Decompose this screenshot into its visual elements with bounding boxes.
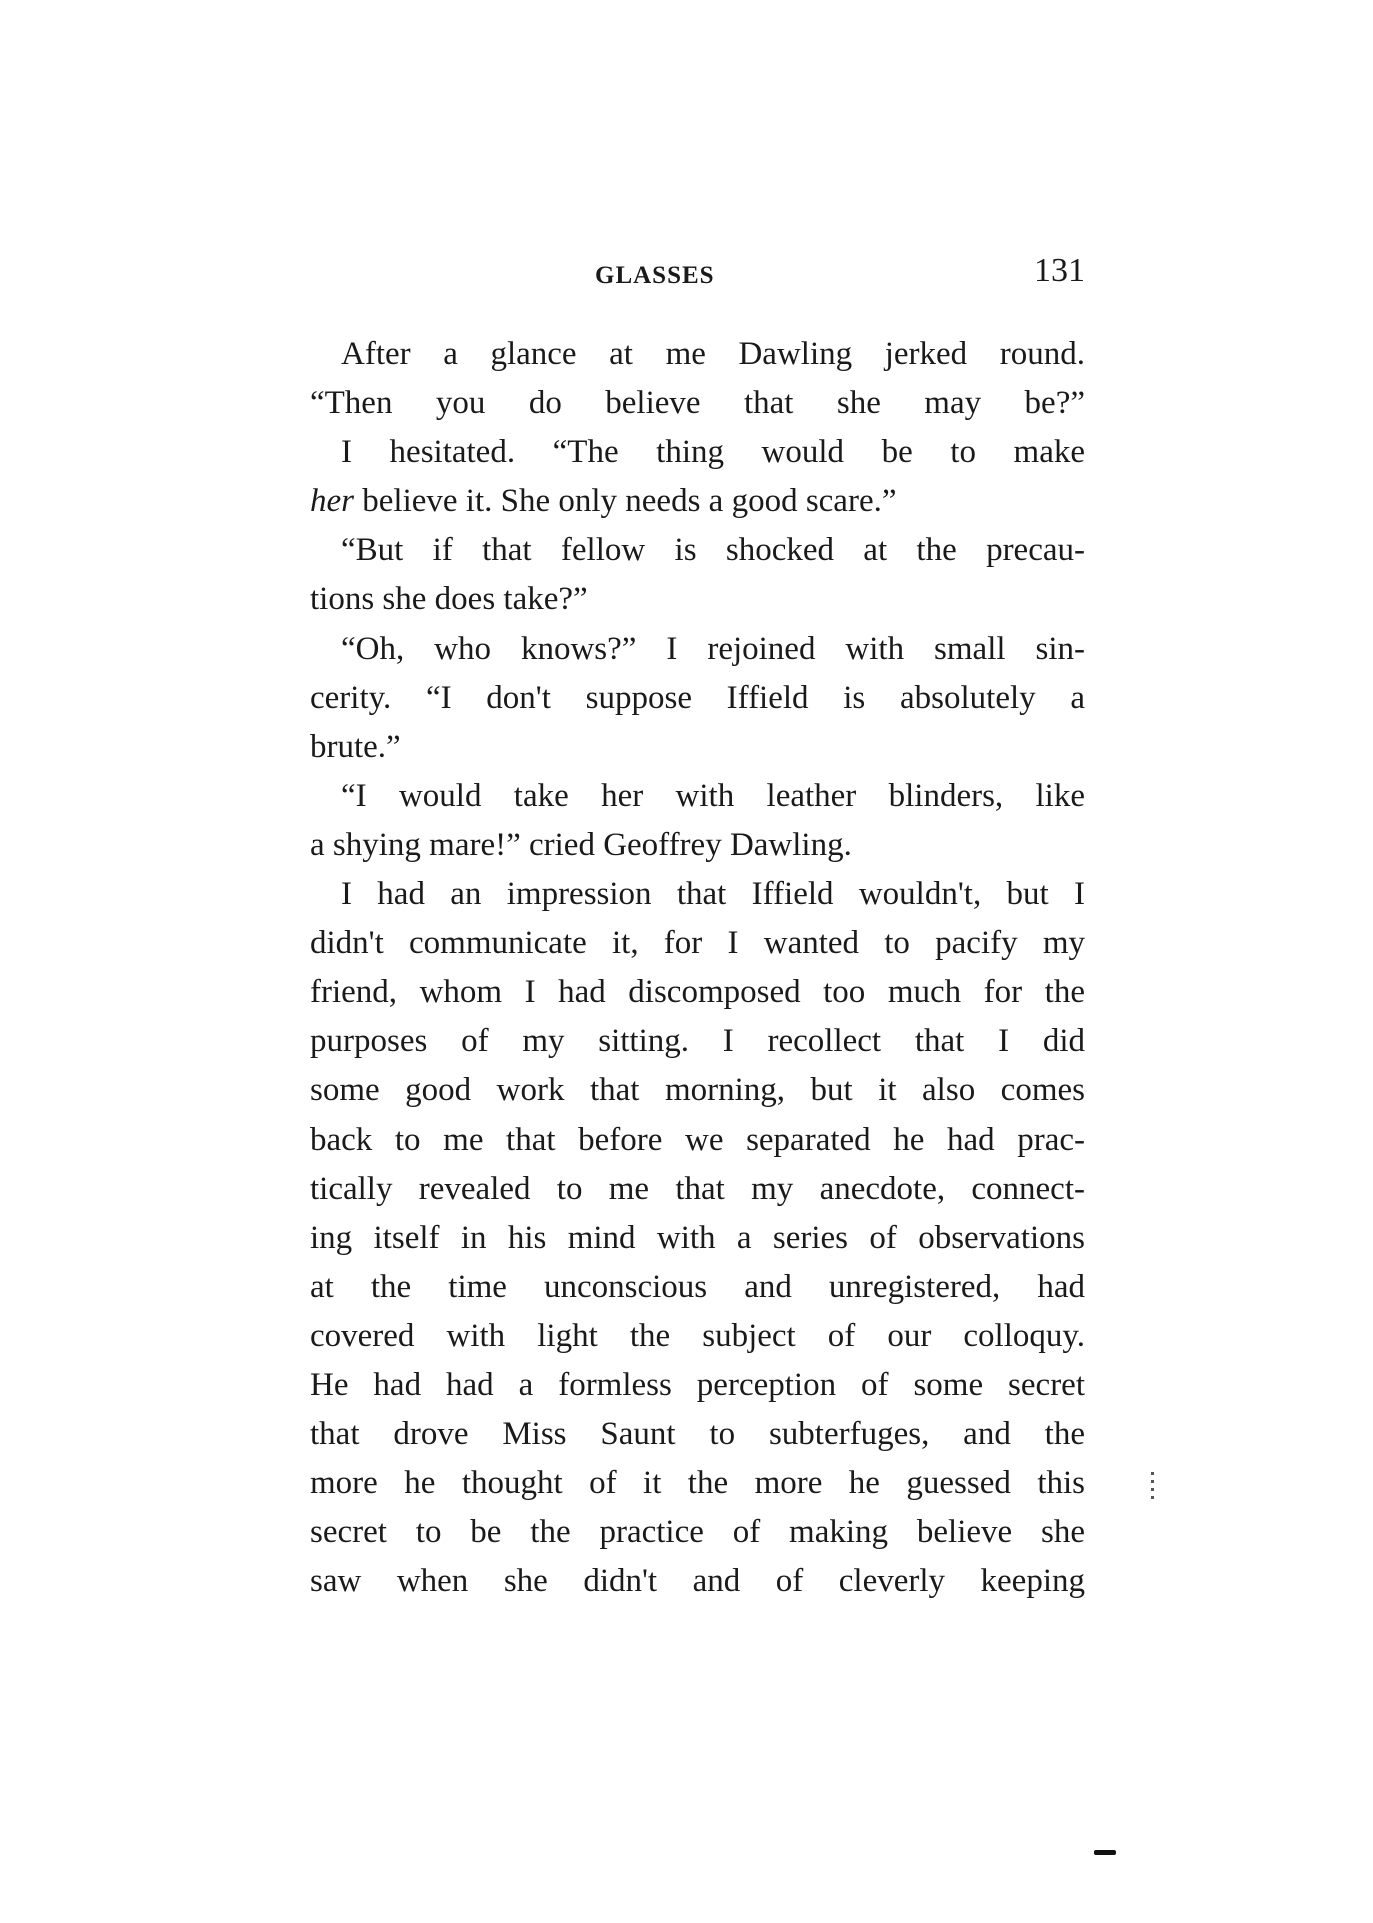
text-line: saw when she didn't and of cleverly keeping (310, 1563, 1085, 1600)
text-line (310, 477, 1085, 526)
text-line: more he thought of it the more he guessed this (310, 1465, 1085, 1502)
running-title: GLASSES (595, 262, 715, 289)
text-line: “Oh, who knows?” I rejoined with small sin- (341, 630, 1085, 667)
text-line-rest: believe it. She only needs a good scare.” (354, 483, 897, 520)
page-edge-mark (1094, 1850, 1116, 1855)
text-line: I had an impression that Iffield wouldn't, but I (341, 876, 1085, 913)
text-line: that drove Miss Saunt to subterfuges, and the (310, 1416, 1085, 1453)
text-line: “But if that fellow is shocked at the precau- (341, 532, 1085, 569)
margin-mark (1151, 1472, 1154, 1502)
text-line: purposes of my sitting. I recollect that I did (310, 1023, 1085, 1060)
page-number: 131 (1034, 252, 1085, 289)
text-line: secret to be the practice of making believe she (310, 1514, 1085, 1551)
text-line: tically revealed to me that my anecdote, connect- (310, 1170, 1085, 1207)
text-line: didn't communicate it, for I wanted to pacify my (310, 925, 1085, 962)
emphasized-word: her (310, 483, 354, 520)
text-line: tions she does take?” (310, 581, 588, 618)
text-line: cerity. “I don't suppose Iffield is absolutely a (310, 679, 1085, 716)
text-line: brute.” (310, 728, 401, 765)
text-line: After a glance at me Dawling jerked round. (341, 336, 1085, 372)
text-line: I hesitated. “The thing would be to make (341, 434, 1085, 471)
text-line: He had had a formless perception of some secret (310, 1366, 1085, 1403)
text-line: at the time unconscious and unregistered, had (310, 1268, 1085, 1305)
text-line: “Then you do believe that she may be?” (310, 385, 1085, 422)
body-text (310, 330, 1085, 1606)
text-line: covered with light the subject of our colloquy. (310, 1317, 1085, 1354)
running-head (310, 252, 1085, 302)
text-line: a shying mare!” cried Geoffrey Dawling. (310, 826, 852, 863)
text-line: some good work that morning, but it also comes (310, 1072, 1085, 1109)
text-line: “I would take her with leather blinders, like (341, 777, 1085, 814)
text-line: back to me that before we separated he had prac- (310, 1121, 1085, 1158)
text-line: ing itself in his mind with a series of observations (310, 1219, 1085, 1256)
text-line: friend, whom I had discomposed too much for the (310, 974, 1085, 1011)
